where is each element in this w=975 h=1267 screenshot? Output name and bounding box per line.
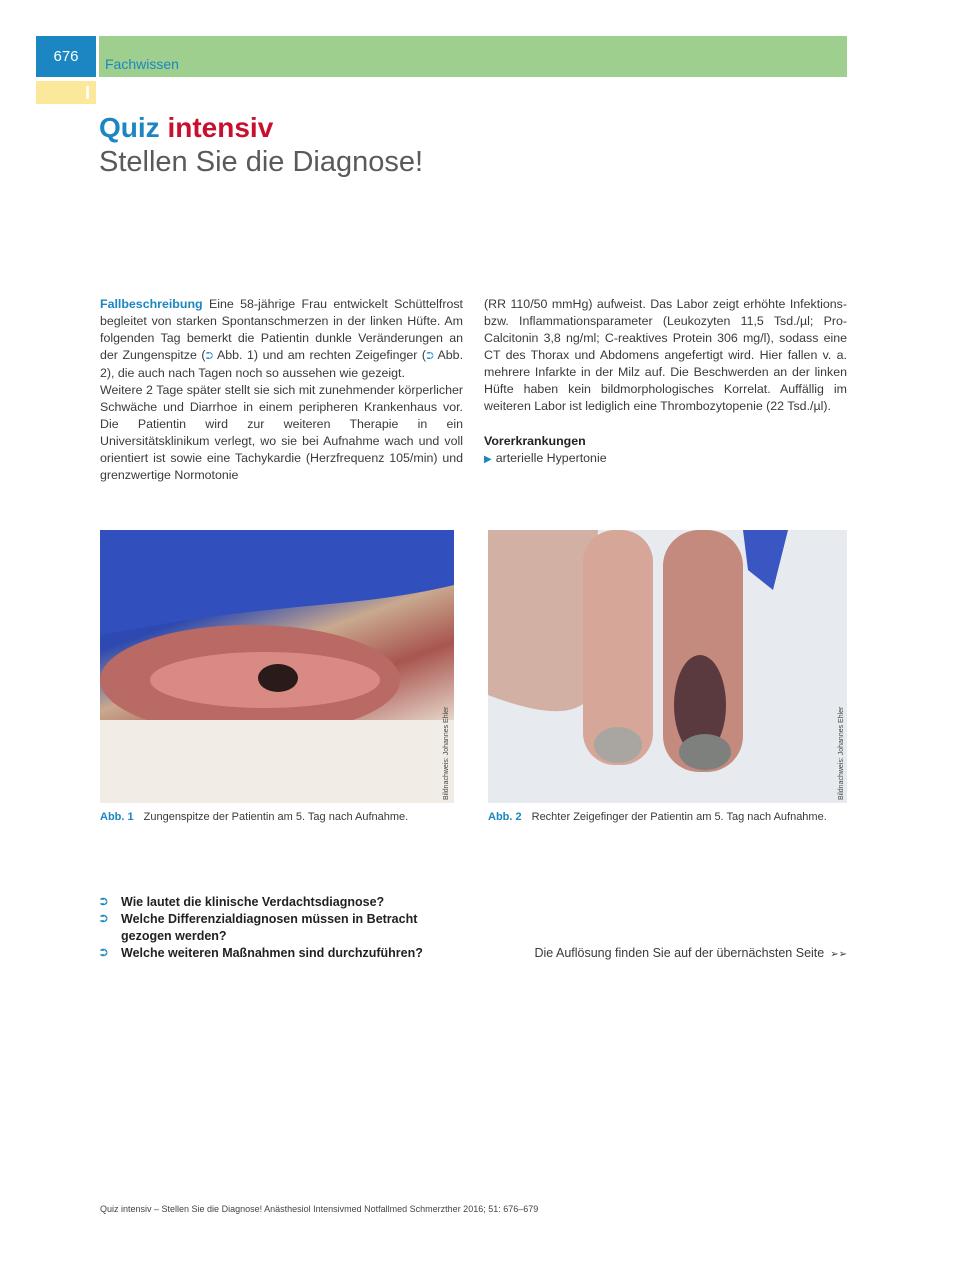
tongue-photo-graphic [100, 530, 454, 803]
section-tab [36, 81, 96, 104]
page-number [36, 36, 96, 77]
question-list [100, 894, 460, 962]
question-text: Welche Differenzialdiagnosen müssen in Betracht gezogen werden? [121, 912, 418, 943]
page-subtitle: Stellen Sie die Diagnose! [99, 146, 424, 178]
triangle-bullet-icon: ▶ [484, 454, 492, 465]
figure-caption-text: Rechter Zeigefinger der Patientin am 5. Tag nach Aufnahme. [531, 811, 827, 823]
figure-ref-icon[interactable]: ⮊ [205, 351, 214, 362]
left-column [100, 296, 463, 484]
page-number-text: 676 [53, 48, 79, 65]
figure-caption-1 [100, 811, 408, 823]
history-item [484, 450, 847, 468]
title-quiz: Quiz [99, 112, 160, 143]
section-label: Fachwissen [105, 55, 179, 72]
page-title [99, 112, 273, 144]
finger-photo-graphic [488, 530, 847, 803]
tongue-photo [100, 530, 454, 803]
thumb-shape [488, 530, 598, 711]
figure-caption-text: Zungenspitze der Patientin am 5. Tag nach Aufnahme. [143, 811, 409, 823]
figure-label: Abb. 1 [100, 811, 134, 823]
lesion-shape [258, 664, 298, 692]
glove-shape [100, 530, 454, 635]
arrow-circle-icon: ⮊ [100, 914, 108, 925]
header-bar [99, 36, 847, 77]
question-item [100, 945, 460, 962]
footer-citation: Quiz intensiv – Stellen Sie die Diagnose! Anästhesiol Intensivmed Notfallmed Schmerzther 2016; 51: 676–679 [100, 1204, 539, 1214]
finger-photo [488, 530, 847, 803]
right-column [484, 296, 847, 468]
figure-ref-icon[interactable]: ⮊ [426, 351, 434, 362]
nail-shape [679, 734, 731, 770]
case-text-c: Abb. 2), die auch nach Tagen noch so aussehen wie gezeigt. [100, 348, 464, 380]
case-text-b: Abb. 1) und am rechten Zeigefinger ( [213, 348, 427, 362]
arrow-circle-icon: ⮊ [100, 948, 108, 959]
double-arrow-icon: ➢➢ [830, 949, 847, 960]
figure-caption-2 [488, 811, 827, 823]
history-heading: Vorerkrankungen [484, 434, 586, 448]
gauze-shape [100, 720, 454, 803]
case-text-a: Eine 58-jährige Frau entwickelt Schüttelfrost begleitet von starken Spontanschmerzen in der linken Hüfte. Am folgenden Tag bemerkt die Patientin dunkle Veränderungen an der Zungenspitze ( [100, 297, 463, 362]
title-intensiv: intensiv [167, 112, 274, 143]
question-text: Wie lautet die klinische Verdachtsdiagnose? [121, 895, 385, 909]
question-item [100, 894, 460, 911]
case-paragraph-2: Weitere 2 Tage später stellt sie sich mit zunehmender körperlicher Schwäche und Diarrhoe in einem peripheren Krankenhaus vor. Die Patientin wird zur weiteren Therapie in ein Universitätsklinikum verlegt, wo sie bei Aufnahme wach und voll orientiert ist sowie eine Tachykardie (Herzfrequenz 105/min) und grenzwertige Normotonie [100, 383, 463, 482]
section-tab-letter: I [85, 83, 91, 103]
photo-credit-1: Bildnachweis: Johannes Ehler [443, 706, 450, 800]
question-text: Welche weiteren Maßnahmen sind durchzuführen? [121, 946, 423, 960]
solution-text: Die Auflösung finden Sie auf der übernächsten Seite [534, 946, 825, 960]
history-item-text: arterielle Hypertonie [495, 451, 607, 465]
nail-shape [594, 727, 642, 763]
solution-link[interactable] [534, 946, 847, 960]
arrow-circle-icon: ⮊ [100, 897, 108, 908]
question-item [100, 911, 460, 945]
case-paragraph-1 [100, 296, 463, 382]
figure-label: Abb. 2 [488, 811, 522, 823]
case-lead: Fallbeschreibung [100, 297, 203, 311]
photo-credit-2: Bildnachweis: Johannes Ehler [838, 706, 845, 800]
case-paragraph-3: (RR 110/50 mmHg) aufweist. Das Labor zeigt erhöhte Infektions- bzw. Inflammationsparameter (Leukozyten 11,5 Tsd./µl; Pro-Calcitonin 3,8 ng/ml; C-reaktives Protein 306 mg/l), sodass eine CT des Thorax und Abdomens angefertigt wird. Hier fallen v. a. mehrere Infarkte in der Milz auf. Die Beschwerden an der linken Hüfte haben kein bildmorphologisches Korrelat. Auffällig im weiteren Labor ist lediglich eine Thrombozytopenie (22 Tsd./µl). [484, 297, 847, 413]
